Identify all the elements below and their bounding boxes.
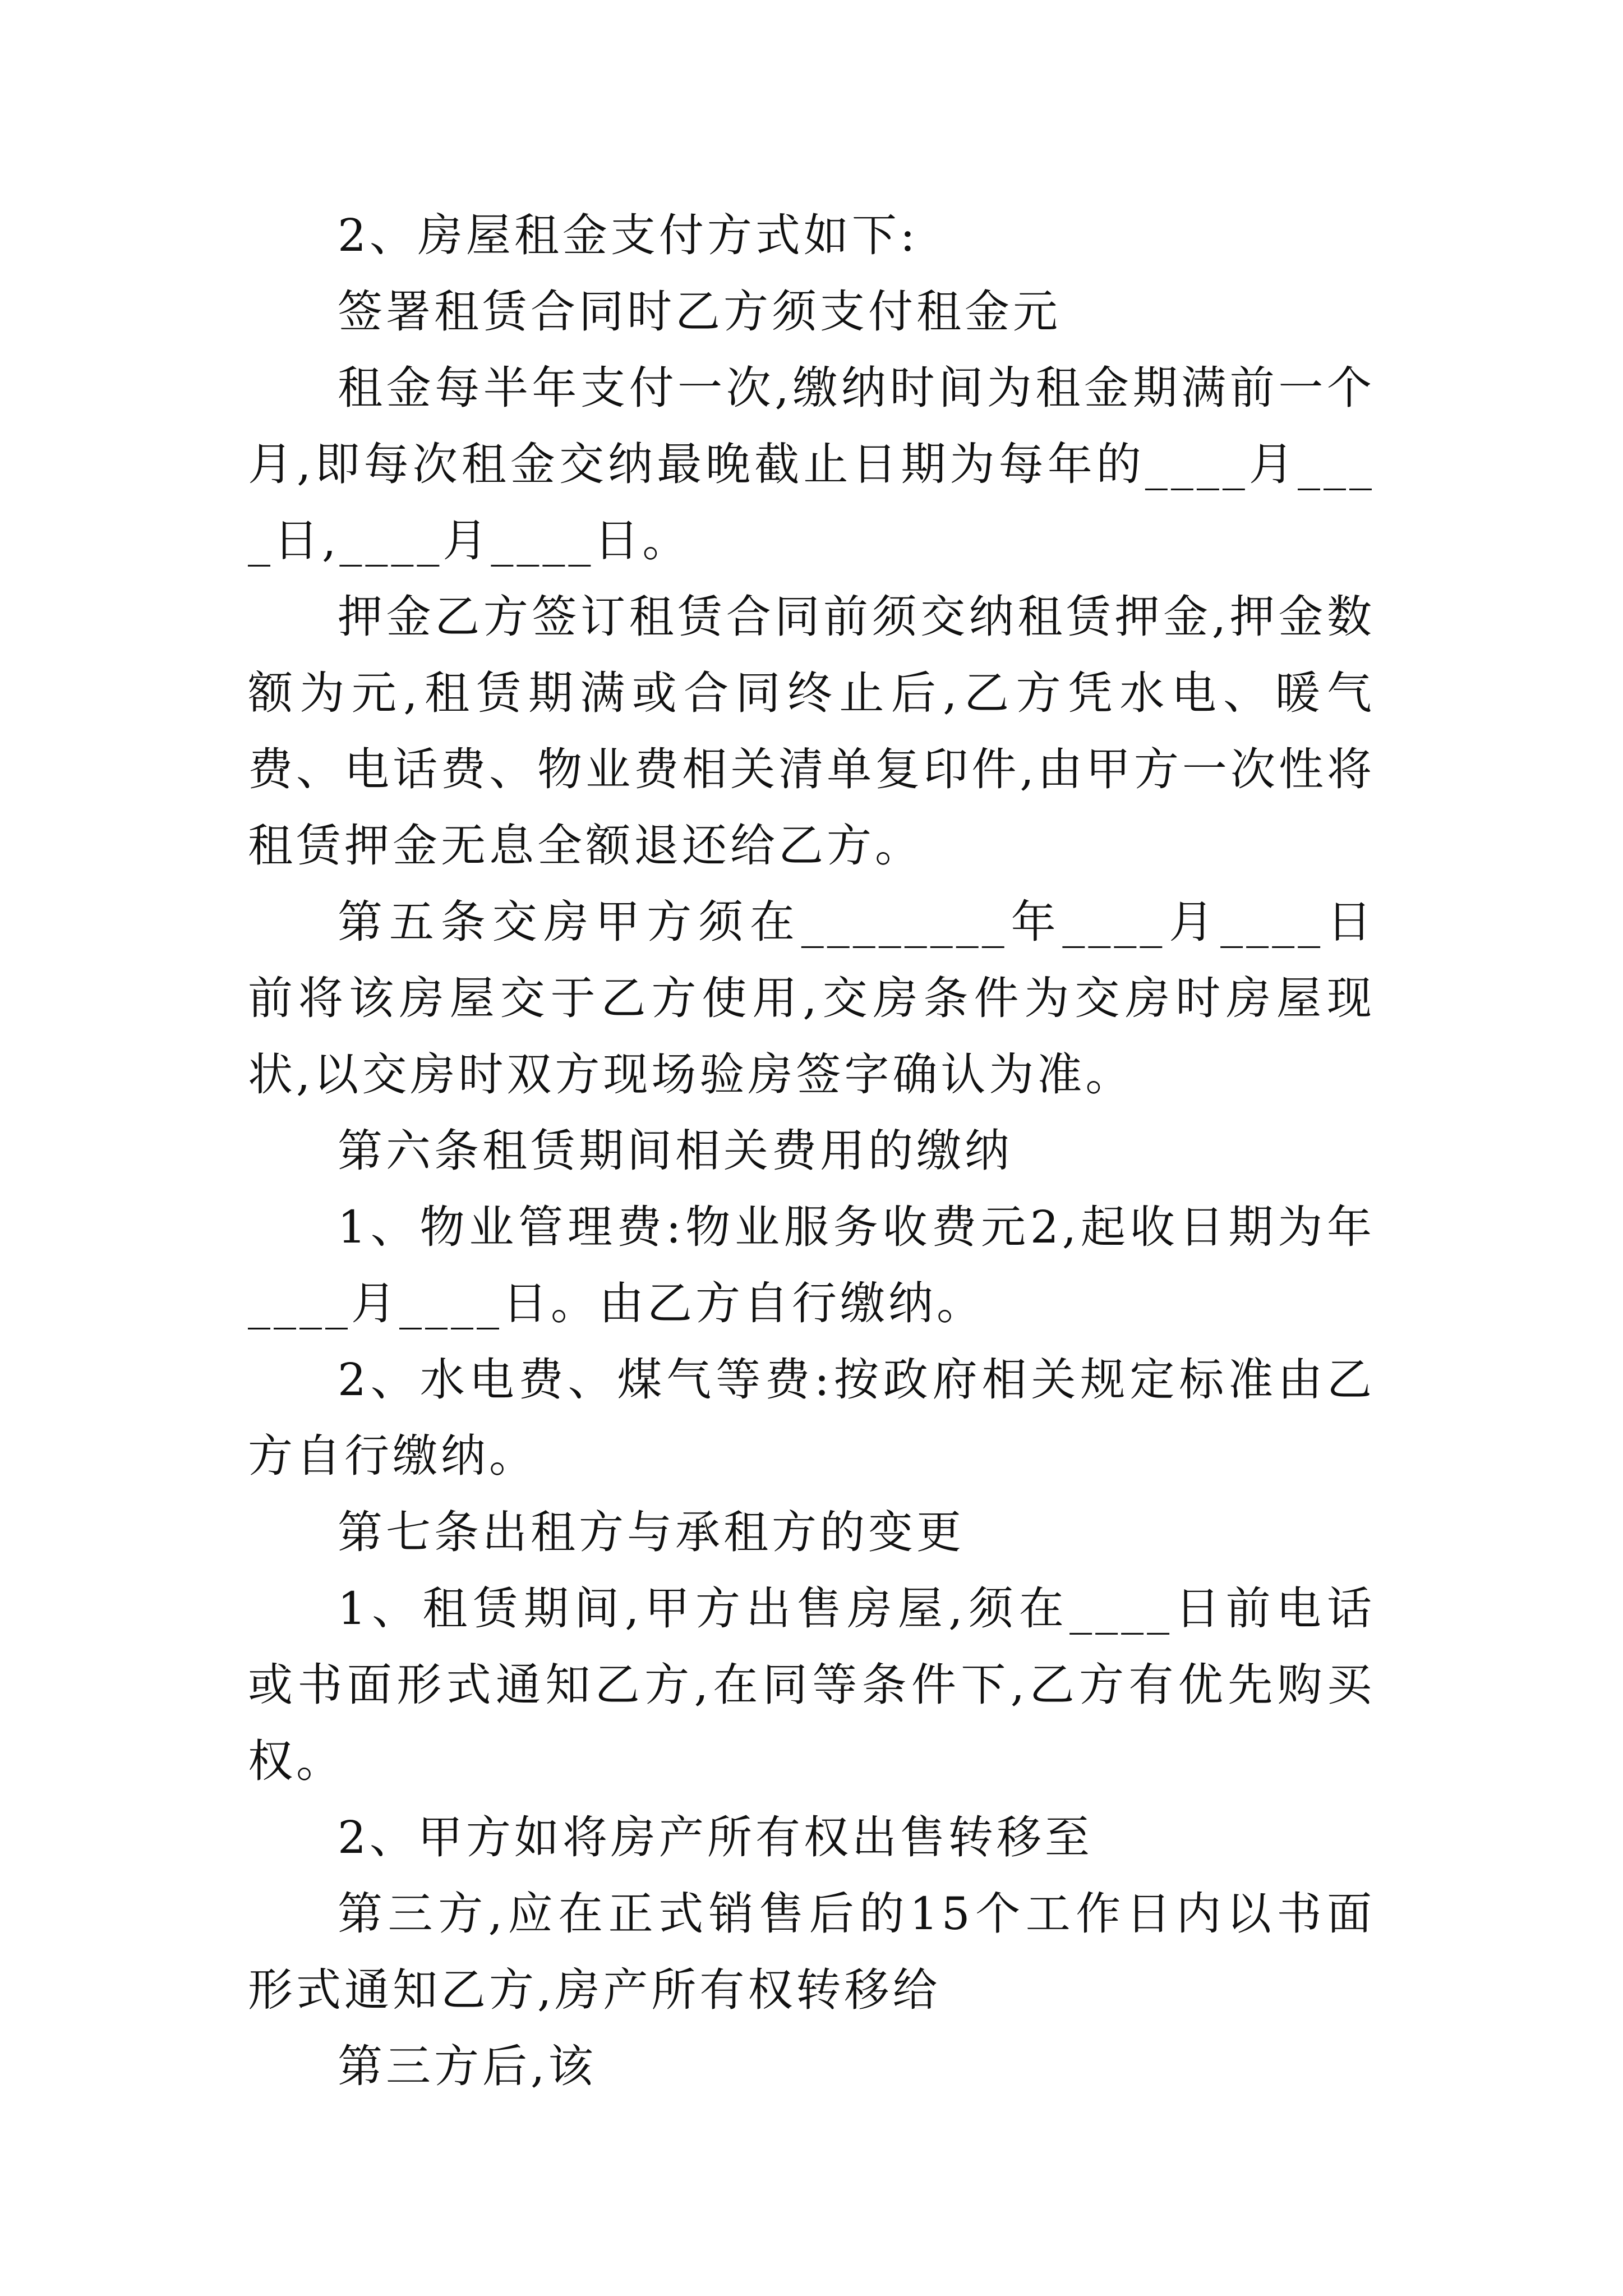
paragraph-sale-notice: 1、租赁期间,甲方出售房屋,须在____日前电话或书面形式通知乙方,在同等条件下,乙方有优先购买权。 (248, 1582, 1375, 1787)
paragraph-utilities-fee: 2、水电费、煤气等费:按政府相关规定标准由乙方自行缴纳。 (248, 1354, 1375, 1482)
paragraph-third-party-after: 第三方后,该 (338, 2040, 597, 2092)
paragraph-rent-payment-method: 2、房屋租金支付方式如下: (338, 209, 919, 261)
paragraph-rent-schedule: 租金每半年支付一次,缴纳时间为租金期满前一个月,即每次租金交纳最晚截止日期为每年的____月____日,____月____日。 (248, 362, 1375, 567)
paragraph-ownership-transfer: 2、甲方如将房产所有权出售转移至 (338, 1811, 1093, 1864)
paragraph-property-fee: 1、物业管理费:物业服务收费元2,起收日期为年____月____日。由乙方自行缴纳。 (248, 1201, 1375, 1329)
paragraph-deposit: 押金乙方签订租赁合同前须交纳租赁押金,押金数额为元,租赁期满或合同终止后,乙方凭水电、暖气费、电话费、物业费相关清单复印件,由甲方一次性将租赁押金无息全额退还给乙方。 (248, 591, 1375, 872)
paragraph-rent-on-signing: 签署租赁合同时乙方须支付租金元 (338, 286, 1061, 338)
paragraph-article-6-heading: 第六条租赁期间相关费用的缴纳 (338, 1125, 1013, 1177)
paragraph-third-party-notice: 第三方,应在正式销售后的15个工作日内以书面形式通知乙方,房产所有权转移给 (248, 1888, 1375, 2016)
document-body (248, 197, 1375, 2105)
paragraph-article-5-handover: 第五条交房甲方须在________年____月____日前将该房屋交于乙方使用,交房条件为交房时房屋现状,以交房时双方现场验房签字确认为准。 (248, 896, 1375, 1101)
paragraph-article-7-heading: 第七条出租方与承租方的变更 (338, 1506, 965, 1558)
